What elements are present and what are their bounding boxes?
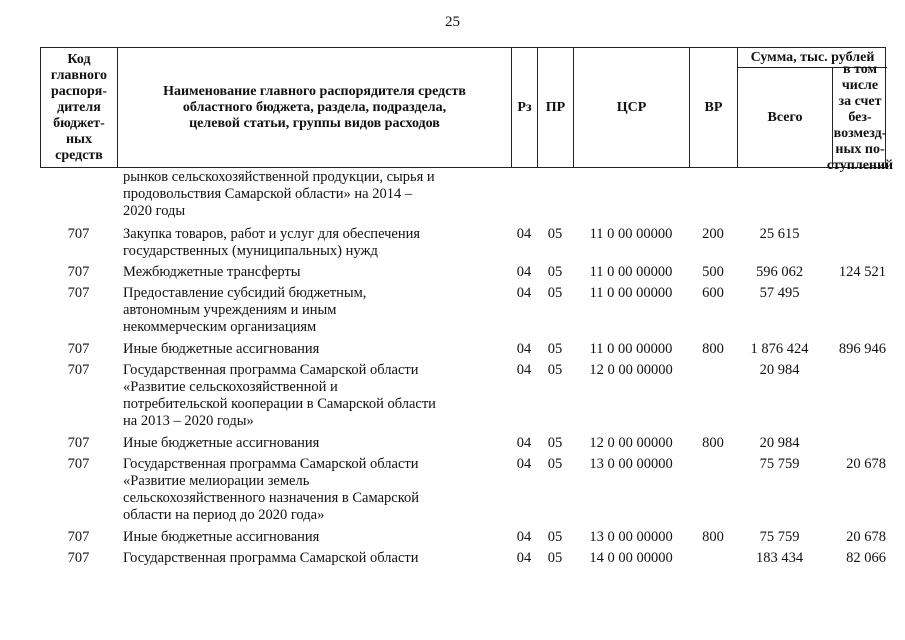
row-vr: 800 <box>702 341 724 357</box>
row-pr: 05 <box>547 285 563 301</box>
row-csr: 11 0 00 00000 <box>589 264 673 280</box>
row-csr: 11 0 00 00000 <box>589 341 673 357</box>
row-free: 82 066 <box>846 550 886 566</box>
row-total: 1 876 424 <box>750 341 809 357</box>
row-rz: 04 <box>516 456 532 472</box>
row-vr: 500 <box>702 264 724 280</box>
row-rz: 04 <box>516 341 532 357</box>
header-sum-total: Всего <box>738 68 833 167</box>
row-name: Государственная программа Самарской области «Развитие мелиорации земель сельскохозяйственного назначения в Самарской области на период до 2020 года» <box>123 456 420 523</box>
row-total: 20 984 <box>759 435 800 451</box>
header-name: Наименование главного распорядителя средств областного бюджета, раздела, подраздела, целевой статьи, группы видов расходов <box>118 48 512 167</box>
row-name: Иные бюджетные ассигнования <box>123 435 320 451</box>
row-total: 20 984 <box>759 362 800 378</box>
table-row <box>40 435 886 452</box>
row-name: Государственная программа Самарской области «Развитие сельскохозяйственной и потребительской кооперации в Самарской области на 2013 – 2020 годы» <box>123 362 436 429</box>
row-csr: 14 0 00 00000 <box>589 550 673 566</box>
row-pr: 05 <box>547 362 563 378</box>
table-row <box>40 362 886 430</box>
row-vr: 800 <box>702 529 724 545</box>
row-csr: 13 0 00 00000 <box>589 529 673 545</box>
row-pr: 05 <box>547 529 563 545</box>
header-sum <box>738 48 894 173</box>
row-name: Иные бюджетные ассигнования <box>123 529 320 545</box>
row-name: Государственная программа Самарской области <box>123 550 419 566</box>
row-rz: 04 <box>516 529 532 545</box>
row-total: 75 759 <box>759 529 800 545</box>
row-total: 183 434 <box>755 550 804 566</box>
row-total: 57 495 <box>759 285 800 301</box>
row-name: Предоставление субсидий бюджетным, автономным учреждениям и иным некоммерческим организациям <box>123 285 367 335</box>
row-total: 596 062 <box>755 264 804 280</box>
table-row <box>40 285 886 336</box>
row-pr: 05 <box>547 550 563 566</box>
header-vr: ВР <box>690 48 738 167</box>
row-total: 75 759 <box>759 456 800 472</box>
row-vr: 600 <box>702 285 724 301</box>
row-total: 25 615 <box>759 226 800 242</box>
row-code: 707 <box>67 435 90 451</box>
table-row <box>40 341 886 358</box>
row-csr: 12 0 00 00000 <box>589 435 673 451</box>
table-row <box>40 529 886 546</box>
table-row <box>40 169 886 220</box>
row-rz: 04 <box>516 285 532 301</box>
header-csr: ЦСР <box>574 48 690 167</box>
row-code: 707 <box>67 226 90 242</box>
row-rz: 04 <box>516 264 532 280</box>
table-row <box>40 456 886 524</box>
row-rz: 04 <box>516 226 532 242</box>
row-code: 707 <box>67 550 90 566</box>
table-row <box>40 264 886 281</box>
row-rz: 04 <box>516 362 532 378</box>
row-code: 707 <box>67 362 90 378</box>
row-free: 124 521 <box>838 264 886 280</box>
row-csr: 11 0 00 00000 <box>589 226 673 242</box>
row-code: 707 <box>67 456 90 472</box>
header-pr: ПР <box>538 48 574 167</box>
row-code: 707 <box>67 341 90 357</box>
row-csr: 13 0 00 00000 <box>589 456 673 472</box>
row-rz: 04 <box>516 550 532 566</box>
row-pr: 05 <box>547 341 563 357</box>
row-free: 20 678 <box>846 456 886 472</box>
row-code: 707 <box>67 529 90 545</box>
row-rz: 04 <box>516 435 532 451</box>
row-code: 707 <box>67 285 90 301</box>
row-vr: 800 <box>702 435 724 451</box>
header-code: Код главного распоря- дителя бюджет- ных средств <box>41 48 118 167</box>
row-vr: 200 <box>702 226 724 242</box>
header-rz: Рз <box>512 48 538 167</box>
page-number: 25 <box>445 14 460 30</box>
row-pr: 05 <box>547 226 563 242</box>
row-csr: 12 0 00 00000 <box>589 362 673 378</box>
row-name: Иные бюджетные ассигнования <box>123 341 320 357</box>
header-sum-title: Сумма, тыс. рублей <box>738 48 887 68</box>
header-sum-free: в том числе за счет без- возмезд- ных по- ступлений <box>826 61 894 173</box>
table-body <box>40 168 886 567</box>
row-pr: 05 <box>547 435 563 451</box>
row-free: 896 946 <box>838 341 886 357</box>
row-pr: 05 <box>547 456 563 472</box>
row-name: Закупка товаров, работ и услуг для обеспечения государственных (муниципальных) нужд <box>123 226 421 259</box>
row-code: 707 <box>67 264 90 280</box>
row-name: Межбюджетные трансферты <box>123 264 301 280</box>
table-row <box>40 550 886 567</box>
row-pr: 05 <box>547 264 563 280</box>
row-free: 20 678 <box>846 529 886 545</box>
row-csr: 11 0 00 00000 <box>589 285 673 301</box>
table-header <box>40 47 894 173</box>
row-name: рынков сельскохозяйственной продукции, сырья и продовольствия Самарской области» на 2014 – 2020 годы <box>123 169 435 219</box>
table-row <box>40 226 886 260</box>
